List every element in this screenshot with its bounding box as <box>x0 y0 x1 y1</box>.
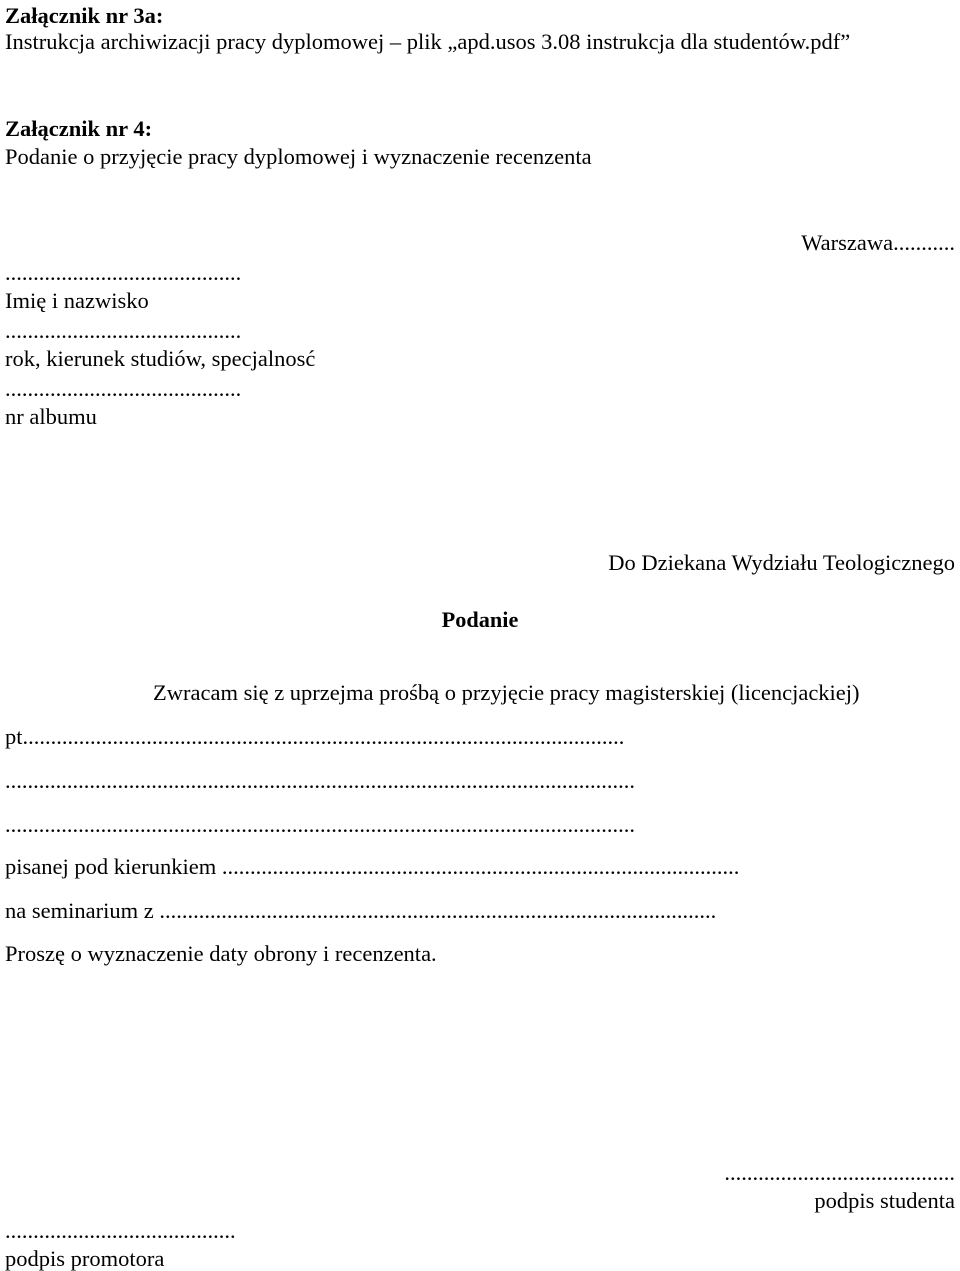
body-line-2: ................................................................................................................ <box>5 768 635 793</box>
album-label: nr albumu <box>5 404 97 429</box>
promoter-signature-label: podpis promotora <box>5 1246 165 1271</box>
attachment-3a-text: Instrukcja archiwizacji pracy dyplomowej – plik „apd.usos 3.08 instrukcja dla studentów.pdf” <box>5 29 851 54</box>
seminar-line: na seminarium z ................................................................................................... <box>5 898 717 923</box>
student-signature-dots: ......................................... <box>724 1160 955 1185</box>
name-dots: .......................................... <box>5 260 242 285</box>
place-date: Warszawa........... <box>801 230 955 255</box>
study-dots: .......................................... <box>5 318 242 343</box>
attachment-3a-heading: Załącznik nr 3a: <box>5 3 164 28</box>
document-title: Podanie <box>441 607 519 632</box>
addressee: Do Dziekana Wydziału Teologicznego <box>608 550 955 575</box>
supervisor-line: pisanej pod kierunkiem ............................................................................................ <box>5 854 740 879</box>
study-label: rok, kierunek studiów, specjalnosć <box>5 346 316 371</box>
body-pt-line: pt........................................................................................................... <box>5 724 625 749</box>
attachment-4-text: Podanie o przyjęcie pracy dyplomowej i wyznaczenie recenzenta <box>5 144 592 169</box>
attachment-4-heading: Załącznik nr 4: <box>5 116 153 141</box>
album-dots: .......................................... <box>5 376 242 401</box>
body-line-3: ................................................................................................................ <box>5 812 635 837</box>
request-line: Proszę o wyznaczenie daty obrony i recenzenta. <box>5 941 437 966</box>
name-label: Imię i nazwisko <box>5 288 149 313</box>
promoter-signature-dots: ......................................... <box>5 1218 236 1243</box>
body-intro: Zwracam się z uprzejma prośbą o przyjęcie pracy magisterskiej (licencjackiej) <box>153 680 860 705</box>
student-signature-label: podpis studenta <box>814 1188 955 1213</box>
